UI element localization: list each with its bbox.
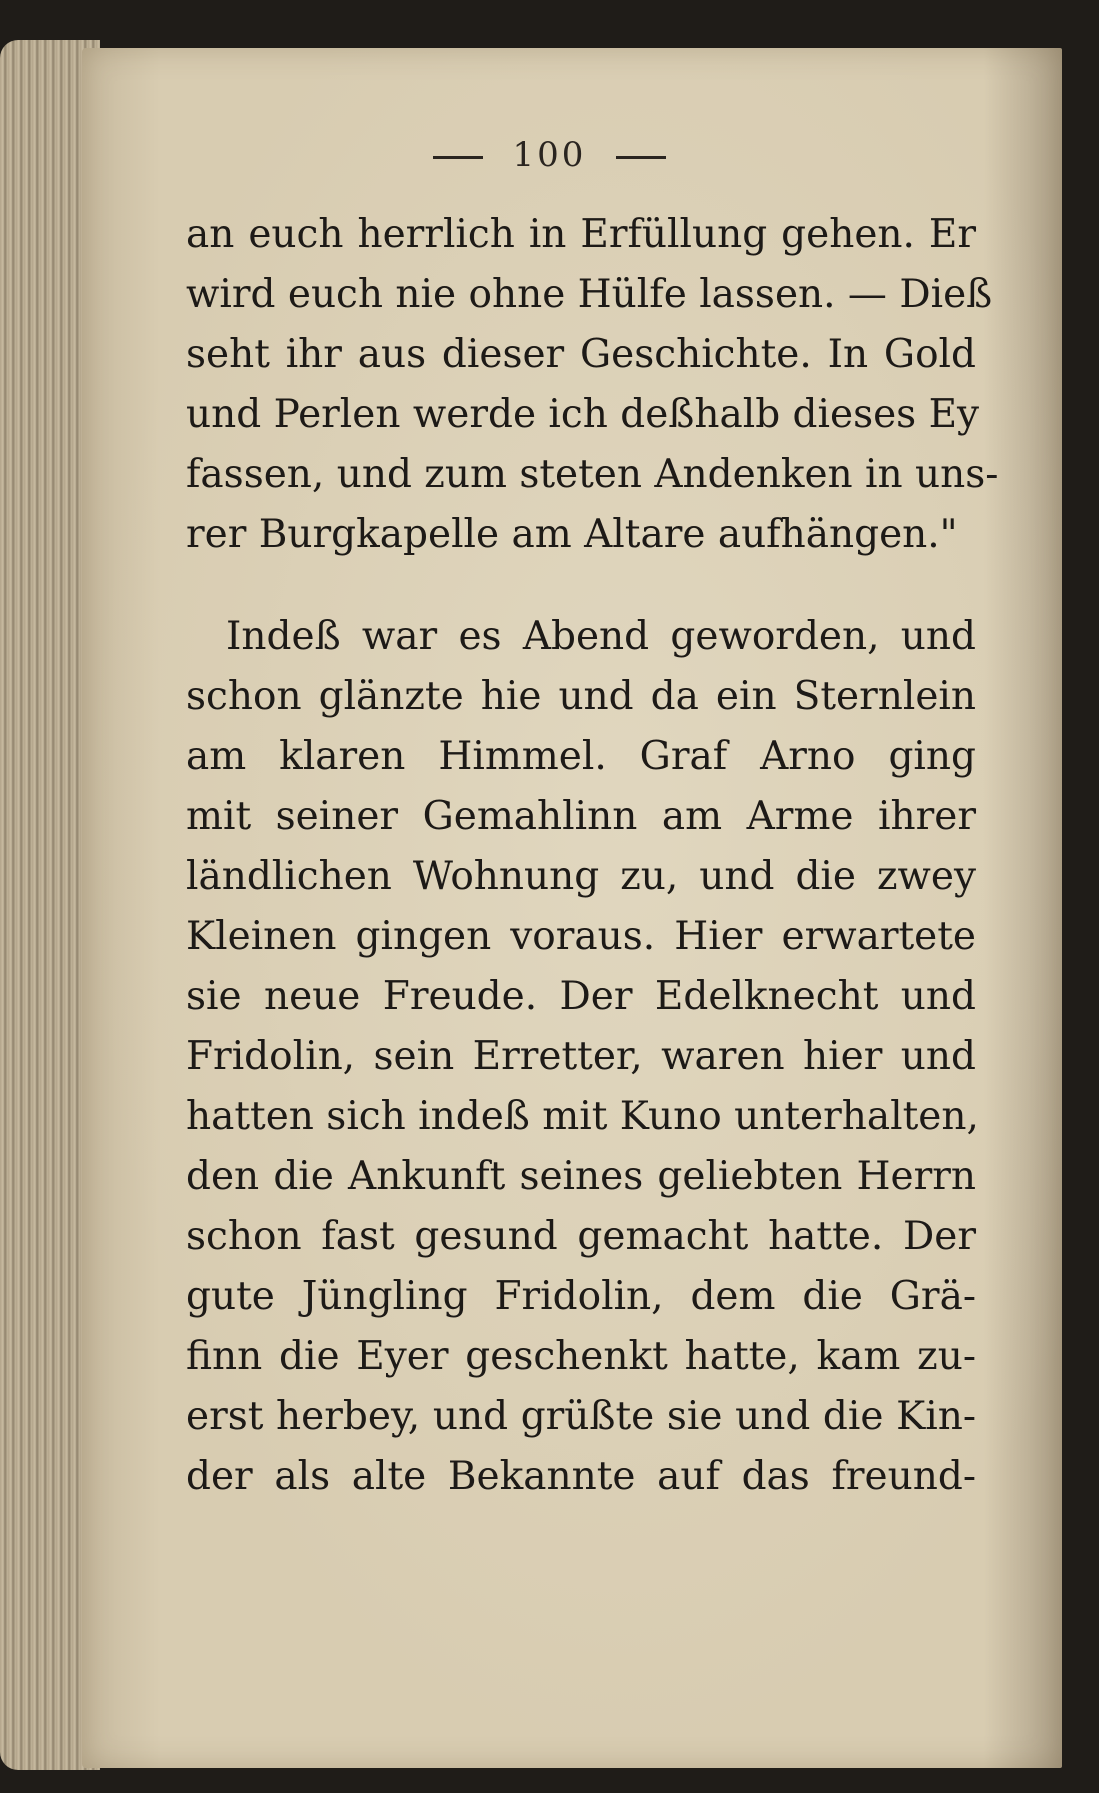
paragraph-2 <box>186 607 979 1507</box>
page-header <box>0 135 1099 175</box>
body-text <box>186 205 999 1507</box>
text-line: rer Burgkapelle am Altare aufhängen." <box>186 512 958 557</box>
text-line: gute Jüngling Fridolin, dem die Grä- <box>186 1274 976 1319</box>
paragraph-1 <box>186 205 999 565</box>
text-line: den die Ankunft seines geliebten Herrn <box>186 1154 976 1199</box>
text-line: der als alte Bekannte auf das freund- <box>186 1454 976 1499</box>
text-line: Indeß war es Abend geworden, und <box>226 614 976 659</box>
text-line: wird euch nie ohne Hülfe lassen. — Dieß <box>186 272 993 317</box>
text-line: an euch herrlich in Erfüllung gehen. Er <box>186 212 976 257</box>
text-line: hatten sich indeß mit Kuno unterhalten, <box>186 1094 979 1139</box>
text-line: finn die Eyer geschenkt hatte, kam zu- <box>186 1334 976 1379</box>
header-dash-left <box>433 156 483 159</box>
text-line: fassen, und zum steten Andenken in uns- <box>186 452 999 497</box>
text-line: Fridolin, sein Erretter, waren hier und <box>186 1034 976 1079</box>
header-dash-right <box>616 156 666 159</box>
text-line: Kleinen gingen voraus. Hier erwartete <box>186 914 976 959</box>
text-line: erst herbey, und grüßte sie und die Kin- <box>186 1394 976 1439</box>
text-line: ländlichen Wohnung zu, und die zwey <box>186 854 976 899</box>
text-line: und Perlen werde ich deßhalb dieses Ey <box>186 392 980 437</box>
text-line: mit seiner Gemahlinn am Arme ihrer <box>186 794 976 839</box>
page-number: 100 <box>512 135 587 175</box>
text-line: schon fast gesund gemacht hatte. Der <box>186 1214 976 1259</box>
text-line: schon glänzte hie und da ein Sternlein <box>186 674 976 719</box>
text-line: sie neue Freude. Der Edelknecht und <box>186 974 976 1019</box>
paragraph-gap <box>186 565 976 607</box>
text-line: seht ihr aus dieser Geschichte. In Gold <box>186 332 976 377</box>
text-line: am klaren Himmel. Graf Arno ging <box>186 734 976 779</box>
